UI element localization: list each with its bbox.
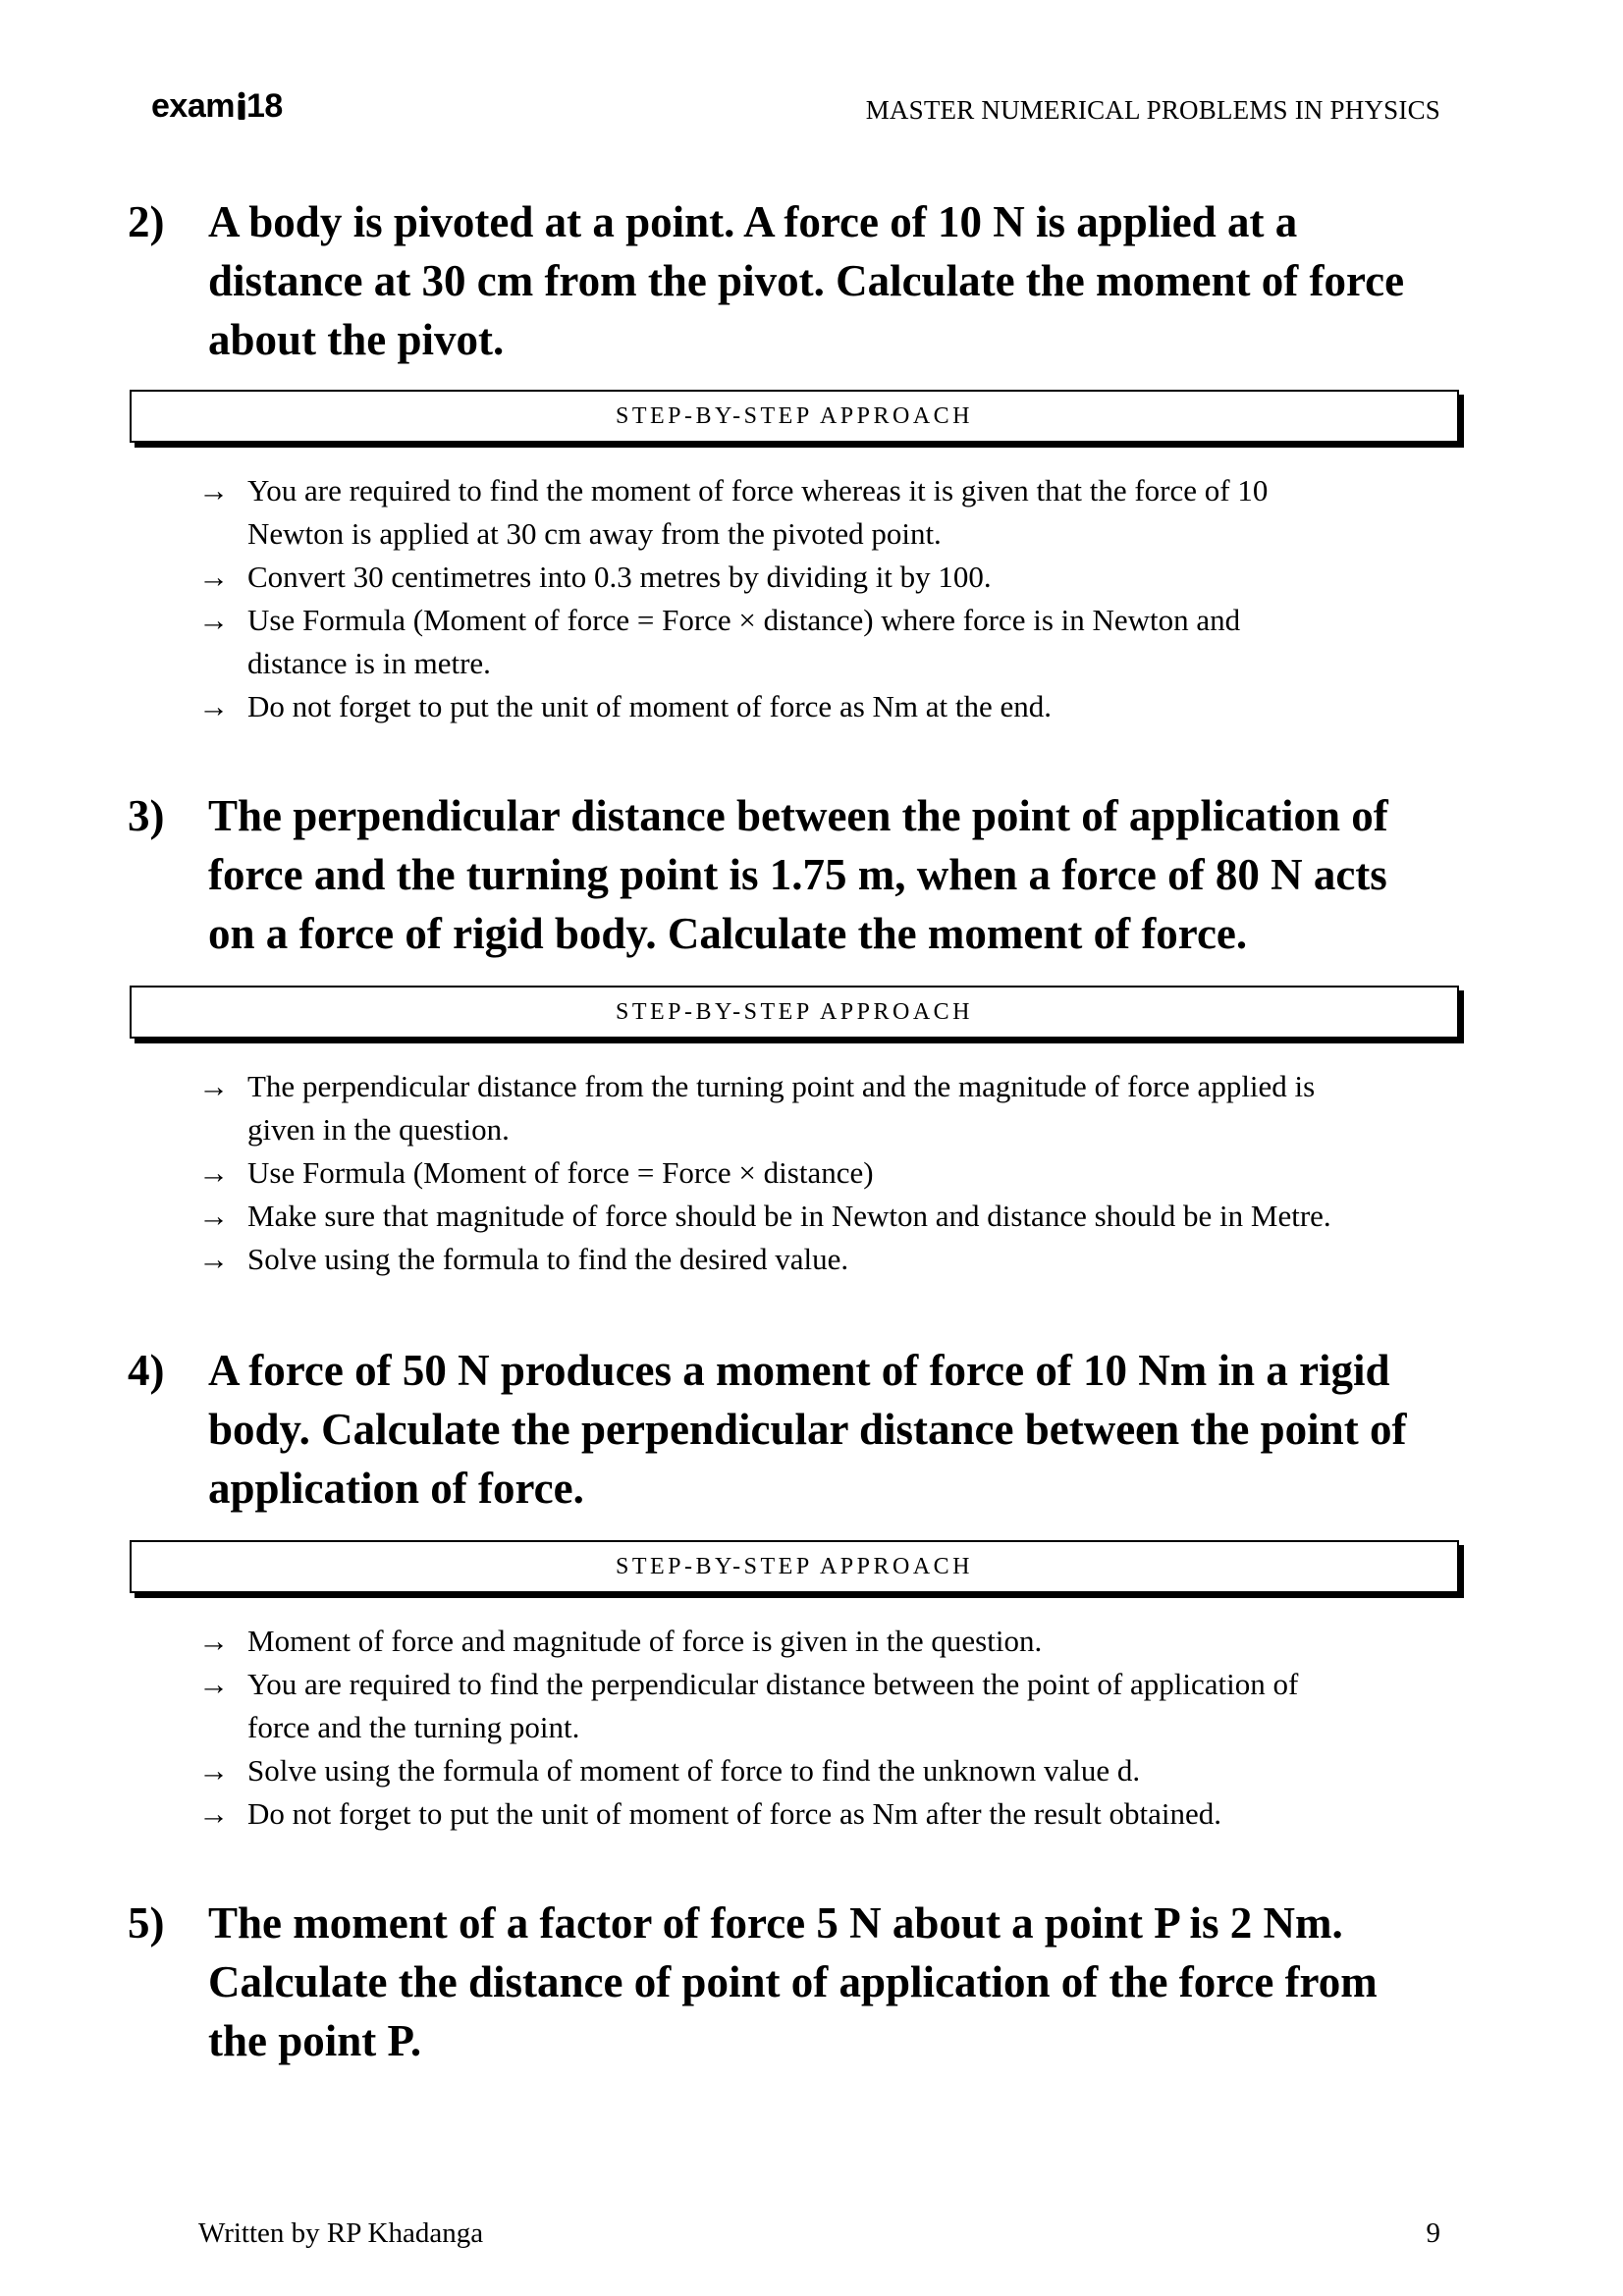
step-line: Newton is applied at 30 cm away from the pivoted point. — [247, 516, 942, 551]
question-text — [208, 192, 1434, 369]
header-title: MASTER NUMERICAL PROBLEMS IN PHYSICS — [865, 95, 1440, 125]
right-arrow-icon: → — [198, 560, 229, 594]
question-text — [208, 1894, 1434, 2070]
right-arrow-icon: → — [198, 1242, 229, 1276]
step-list — [198, 1620, 1445, 1836]
right-arrow-icon: → — [198, 1796, 229, 1831]
right-arrow-icon: → — [198, 1199, 229, 1233]
step-by-step-header — [130, 390, 1459, 443]
step-line: Solve using the formula of moment of force to find the unknown value d. — [247, 1753, 1141, 1788]
step-item — [198, 1792, 1445, 1836]
right-arrow-icon: → — [198, 1155, 229, 1190]
logo-mark-icon — [237, 86, 283, 126]
step-line: distance is in metre. — [247, 646, 491, 680]
step-line: Do not forget to put the unit of moment of force as Nm at the end. — [247, 689, 1053, 723]
step-item — [198, 556, 1445, 599]
step-line: Use Formula (Moment of force = Force × distance) — [247, 1155, 874, 1190]
step-item — [198, 469, 1445, 556]
step-line: Convert 30 centimetres into 0.3 metres by dividing it by 100. — [247, 560, 992, 594]
step-line: Solve using the formula to find the desired value. — [247, 1242, 849, 1276]
question-number: 2) — [128, 197, 165, 246]
step-item — [198, 685, 1445, 728]
question-line: distance at 30 cm from the pivot. Calculate the moment of force — [208, 256, 1405, 305]
step-by-step-label: STEP-BY-STEP APPROACH — [615, 1553, 974, 1579]
question-text — [208, 786, 1434, 963]
step-line: Make sure that magnitude of force should be in Newton and distance should be in Metre. — [247, 1199, 1331, 1233]
right-arrow-icon: → — [198, 689, 229, 723]
question-line: The moment of a factor of force 5 N about a point P is 2 Nm. — [208, 1898, 1343, 1948]
question-2 — [128, 192, 1434, 369]
step-line: The perpendicular distance from the turning point and the magnitude of force applied is — [247, 1069, 1316, 1103]
logo-bottle-icon — [237, 91, 246, 121]
step-item — [198, 1238, 1445, 1281]
question-line: A force of 50 N produces a moment of force of 10 Nm in a rigid — [208, 1346, 1390, 1395]
logo-suffix: 18 — [245, 87, 283, 125]
question-line: body. Calculate the perpendicular distance between the point of — [208, 1405, 1407, 1454]
question-5 — [128, 1894, 1434, 2070]
step-line: given in the question. — [247, 1112, 510, 1147]
step-line: You are required to find the perpendicular distance between the point of application of — [247, 1667, 1299, 1701]
question-line: Calculate the distance of point of application of the force from — [208, 1957, 1378, 2006]
step-by-step-header — [130, 1540, 1459, 1593]
question-number: 4) — [128, 1346, 165, 1395]
right-arrow-icon: → — [198, 1667, 229, 1701]
question-line: A body is pivoted at a point. A force of 10 N is applied at a — [208, 197, 1298, 246]
step-line: force and the turning point. — [247, 1710, 580, 1744]
question-line: The perpendicular distance between the point of application of — [208, 791, 1388, 840]
step-line: Do not forget to put the unit of moment of force as Nm after the result obtained. — [247, 1796, 1222, 1831]
right-arrow-icon: → — [198, 1753, 229, 1788]
question-text — [208, 1341, 1434, 1518]
right-arrow-icon: → — [198, 473, 229, 507]
step-line: You are required to find the moment of force whereas it is given that the force of 10 — [247, 473, 1269, 507]
step-item — [198, 1195, 1445, 1238]
step-by-step-label: STEP-BY-STEP APPROACH — [615, 998, 974, 1025]
question-number: 3) — [128, 791, 165, 840]
step-by-step-header — [130, 986, 1459, 1039]
step-line: Moment of force and magnitude of force is given in the question. — [247, 1624, 1043, 1658]
footer-author: Written by RP Khadanga — [198, 2217, 484, 2249]
step-by-step-label: STEP-BY-STEP APPROACH — [615, 402, 974, 429]
step-list — [198, 1065, 1445, 1281]
step-list — [198, 469, 1445, 728]
logo-text: exam — [151, 87, 235, 125]
question-line: the point P. — [208, 2016, 422, 2065]
question-number: 5) — [128, 1898, 165, 1948]
page-number: 9 — [1426, 2217, 1440, 2249]
right-arrow-icon: → — [198, 1069, 229, 1103]
step-line: Use Formula (Moment of force = Force × distance) where force is in Newton and — [247, 603, 1241, 637]
step-item — [198, 1065, 1445, 1151]
exam18-logo — [151, 86, 283, 126]
question-line: about the pivot. — [208, 315, 505, 364]
step-item — [198, 1620, 1445, 1663]
right-arrow-icon: → — [198, 1624, 229, 1658]
question-line: on a force of rigid body. Calculate the moment of force. — [208, 909, 1248, 958]
step-item — [198, 599, 1445, 685]
question-line: application of force. — [208, 1464, 584, 1513]
step-item — [198, 1749, 1445, 1792]
question-line: force and the turning point is 1.75 m, when a force of 80 N acts — [208, 850, 1387, 899]
question-4 — [128, 1341, 1434, 1518]
step-item — [198, 1151, 1445, 1195]
right-arrow-icon: → — [198, 603, 229, 637]
step-item — [198, 1663, 1445, 1749]
question-3 — [128, 786, 1434, 963]
